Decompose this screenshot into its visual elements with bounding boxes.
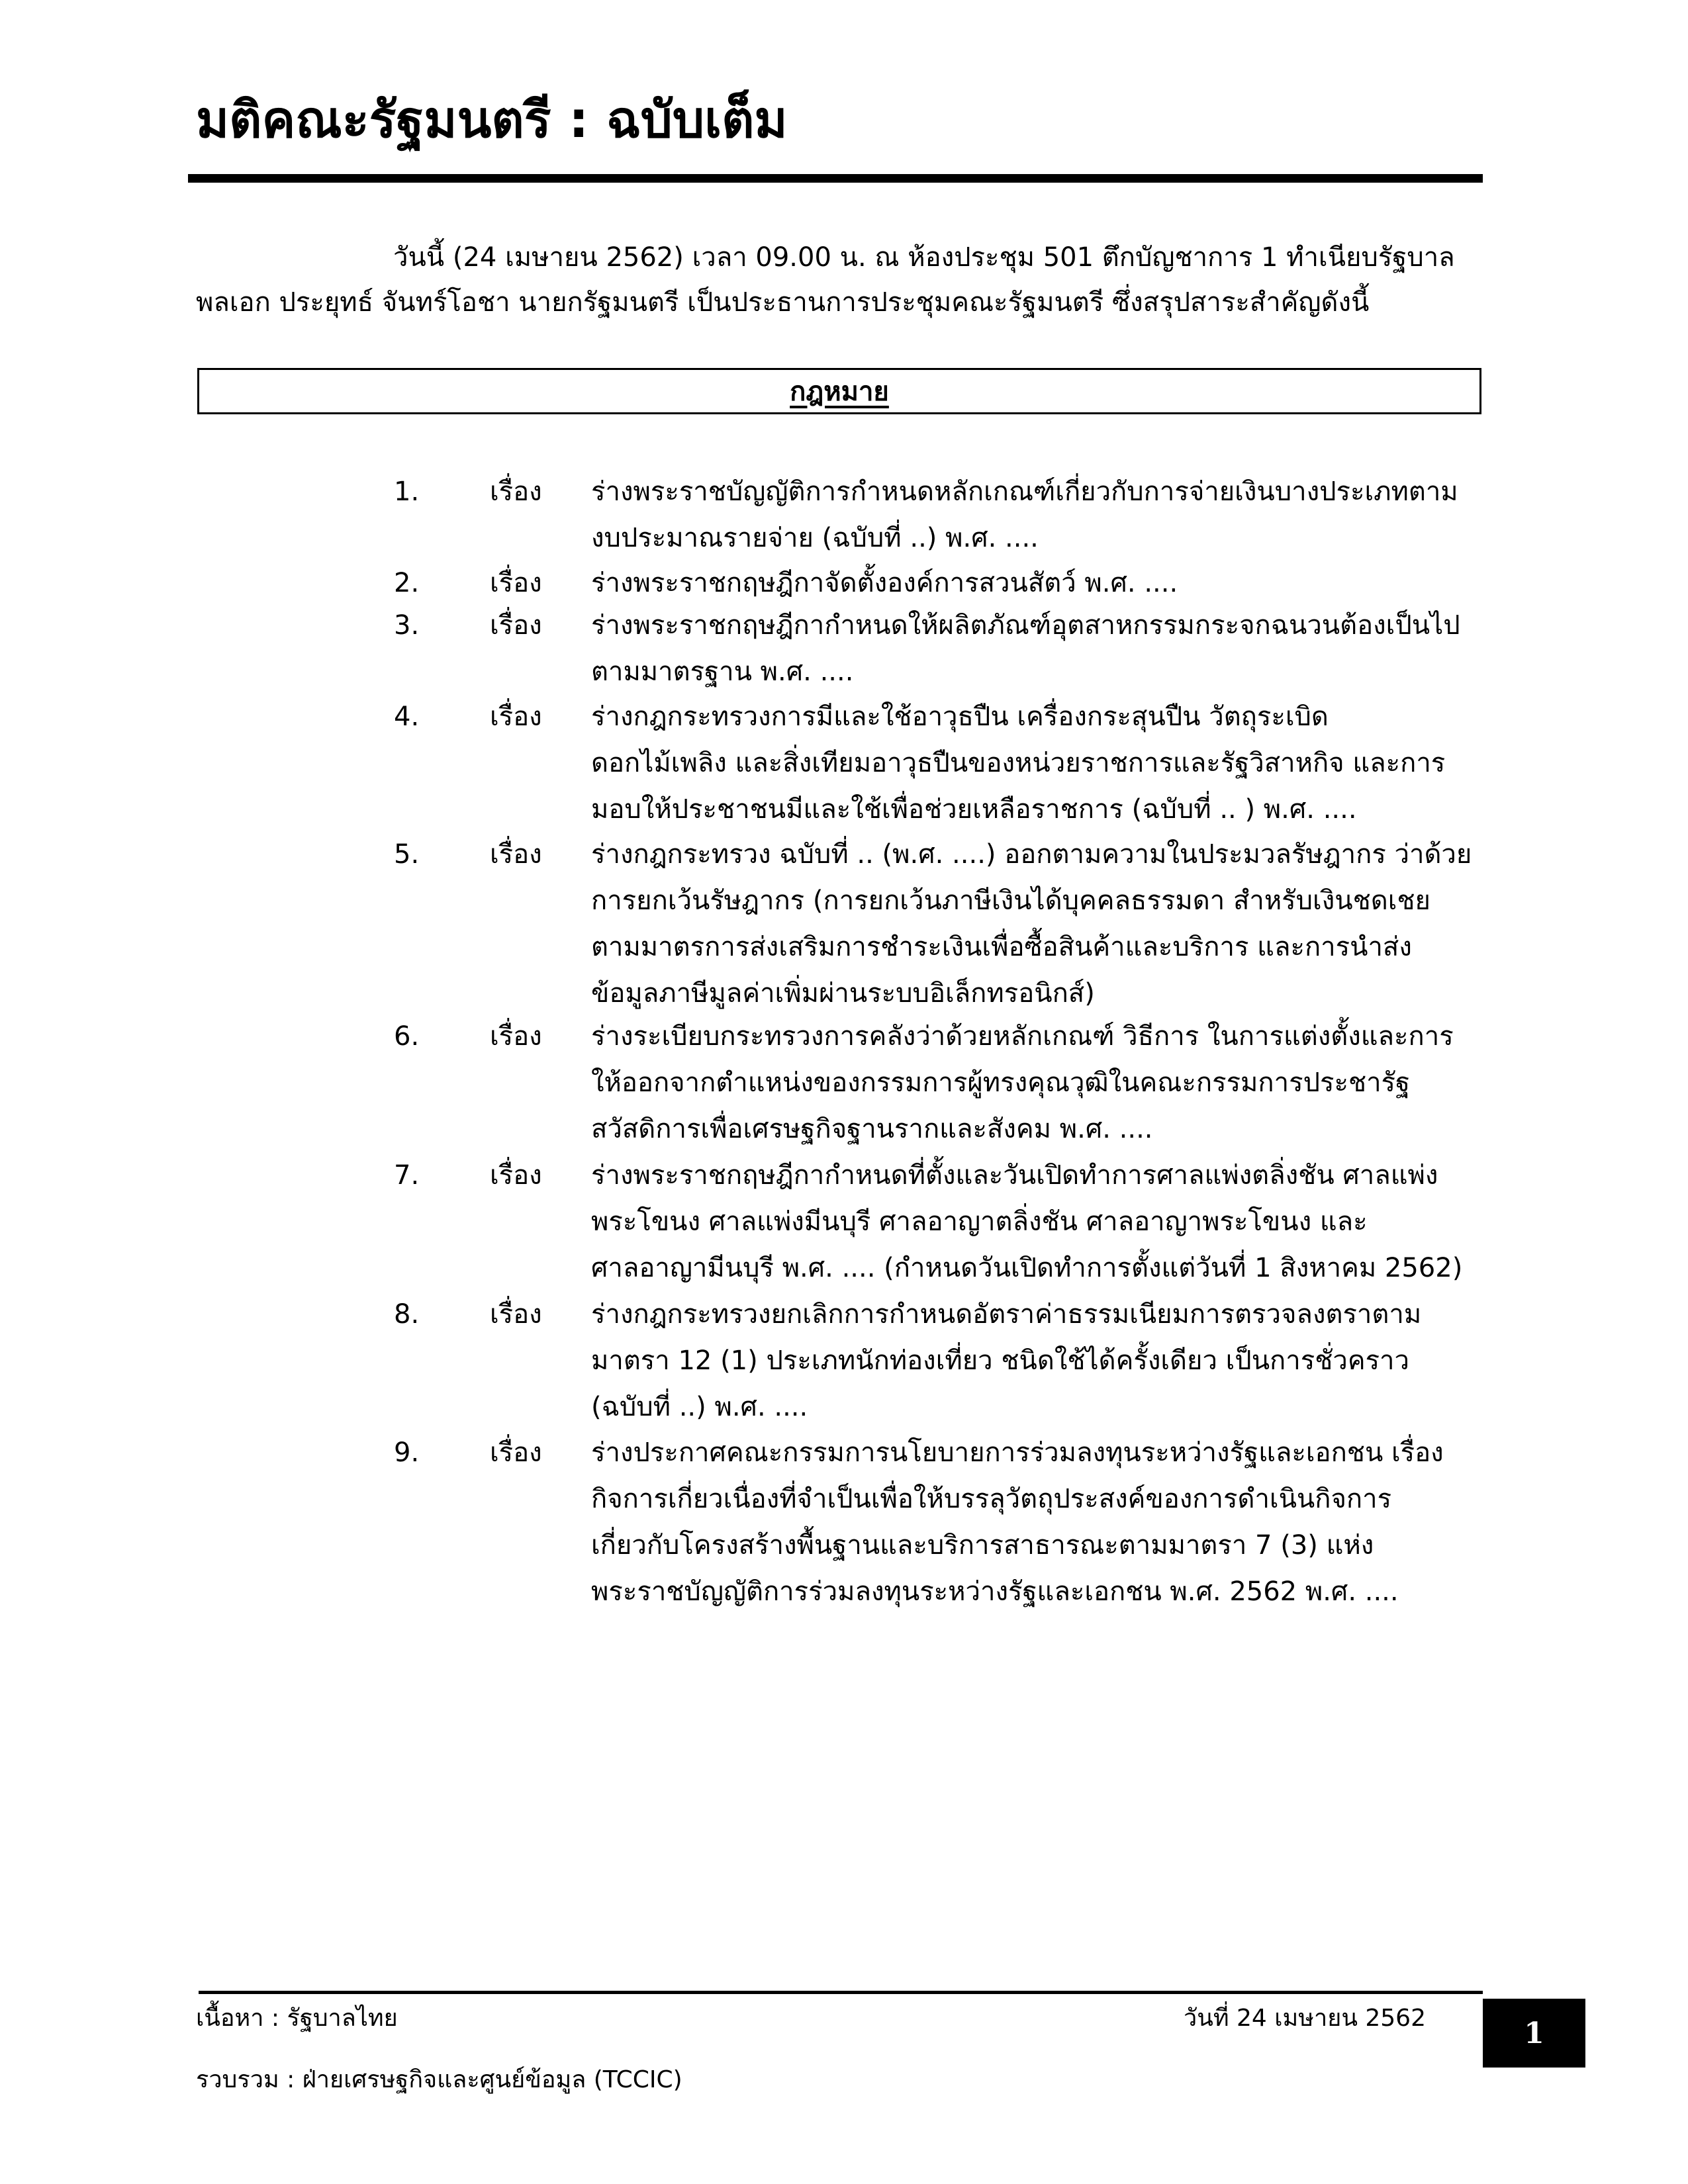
item-subject-label: เรื่อง xyxy=(490,839,542,870)
item-line: ให้ออกจากตำแหน่งของกรรมการผู้ทรงคุณวุฒิในคณะกรรมการประชารัฐ xyxy=(591,1068,1411,1098)
item-line: กิจการเกี่ยวเนื่องที่จำเป็นเพื่อให้บรรลุวัตถุประสงค์ของการดำเนินกิจการ xyxy=(591,1484,1392,1514)
item-line: (ฉบับที่ ..) พ.ศ. .... xyxy=(591,1392,808,1422)
item-line: ร่างพระราชกฤษฎีกากำหนดให้ผลิตภัณฑ์อุตสาหกรรมกระจกฉนวนต้องเป็นไป xyxy=(591,610,1460,641)
item-line: ร่างพระราชกฤษฎีกาจัดตั้งองค์การสวนสัตว์ พ.ศ. .... xyxy=(591,568,1178,598)
item-text xyxy=(591,1430,1481,1615)
item-line: มาตรา 12 (1) ประเภทนักท่องเที่ยว ชนิดใช้ได้ครั้งเดียว เป็นการชั่วคราว xyxy=(591,1345,1409,1376)
item-subject-label: เรื่อง xyxy=(490,477,542,507)
item-text xyxy=(591,602,1481,695)
item-number: 3. xyxy=(394,610,420,641)
item-number: 8. xyxy=(394,1299,420,1330)
item-text xyxy=(591,1013,1481,1152)
section-heading-box xyxy=(197,368,1481,414)
item-line: มอบให้ประชาชนมีและใช้เพื่อช่วยเหลือราชการ (ฉบับที่ .. ) พ.ศ. .... xyxy=(591,794,1357,825)
item-subject-label: เรื่อง xyxy=(490,568,542,598)
item-line: ร่างกฎกระทรวงการมีและใช้อาวุธปืน เครื่องกระสุนปืน วัตถุระเบิด xyxy=(591,702,1329,732)
item-line: การยกเว้นรัษฎากร (การยกเว้นภาษีเงินได้บุคคลธรรมดา สำหรับเงินชดเชย xyxy=(591,886,1430,916)
item-subject-label: เรื่อง xyxy=(490,702,542,732)
item-line: ร่างระเบียบกระทรวงการคลังว่าด้วยหลักเกณฑ์ วิธีการ ในการแต่งตั้งและการ xyxy=(591,1021,1454,1052)
intro-paragraph xyxy=(196,235,1481,325)
item-subject-label: เรื่อง xyxy=(490,1160,542,1191)
footer-compiled-by: รวบรวม : ฝ่ายเศรษฐกิจและศูนย์ข้อมูล (TCCIC) xyxy=(196,2066,682,2093)
item-line: ร่างพระราชกฤษฎีกากำหนดที่ตั้งและวันเปิดทำการศาลแพ่งตลิ่งชัน ศาลแพ่ง xyxy=(591,1160,1438,1191)
item-line: สวัสดิการเพื่อเศรษฐกิจฐานรากและสังคม พ.ศ. .... xyxy=(591,1114,1153,1144)
item-text xyxy=(591,694,1481,833)
item-subject-label: เรื่อง xyxy=(490,1021,542,1052)
item-number: 5. xyxy=(394,839,420,870)
item-line: ร่างประกาศคณะกรรมการนโยบายการร่วมลงทุนระหว่างรัฐและเอกชน เรื่อง xyxy=(591,1437,1444,1468)
item-line: ตามมาตรการส่งเสริมการชำระเงินเพื่อซื้อสินค้าและบริการ และการนำส่ง xyxy=(591,932,1412,962)
item-number: 9. xyxy=(394,1437,420,1468)
intro-line-2: พลเอก ประยุทธ์ จันทร์โอชา นายกรัฐมนตรี เป็นประธานการประชุมคณะรัฐมนตรี ซึ่งสรุปสาระสำคัญดังนี้ xyxy=(196,287,1370,318)
footer-divider xyxy=(199,1991,1483,1994)
item-text xyxy=(591,469,1481,561)
item-subject-label: เรื่อง xyxy=(490,1437,542,1468)
item-line: ศาลอาญามีนบุรี พ.ศ. .... (กำหนดวันเปิดทำการตั้งแต่วันที่ 1 สิงหาคม 2562) xyxy=(591,1253,1463,1283)
item-number: 1. xyxy=(394,477,420,507)
item-subject-label: เรื่อง xyxy=(490,610,542,641)
item-line: พระราชบัญญัติการร่วมลงทุนระหว่างรัฐและเอกชน พ.ศ. 2562 พ.ศ. .... xyxy=(591,1576,1399,1607)
item-number: 4. xyxy=(394,702,420,732)
item-subject-label: เรื่อง xyxy=(490,1299,542,1330)
title-divider xyxy=(188,174,1483,183)
item-text xyxy=(591,831,1481,1017)
item-number: 2. xyxy=(394,568,420,598)
item-text xyxy=(591,1152,1481,1291)
item-line: ร่างกฎกระทรวงยกเลิกการกำหนดอัตราค่าธรรมเนียมการตรวจลงตราตาม xyxy=(591,1299,1422,1330)
item-line: พระโขนง ศาลแพ่งมีนบุรี ศาลอาญาตลิ่งชัน ศาลอาญาพระโขนง และ xyxy=(591,1206,1368,1237)
page-number-badge xyxy=(1483,1999,1585,2068)
intro-line-1: วันนี้ (24 เมษายน 2562) เวลา 09.00 น. ณ ห้องประชุม 501 ตึกบัญชาการ 1 ทำเนียบรัฐบาล xyxy=(393,242,1455,273)
item-line: ดอกไม้เพลิง และสิ่งเทียมอาวุธปืนของหน่วยราชการและรัฐวิสาหกิจ และการ xyxy=(591,748,1446,778)
item-number: 6. xyxy=(394,1021,420,1052)
item-line: ข้อมูลภาษีมูลค่าเพิ่มผ่านระบบอิเล็กทรอนิกส์) xyxy=(591,978,1095,1009)
item-line: งบประมาณรายจ่าย (ฉบับที่ ..) พ.ศ. .... xyxy=(591,523,1039,553)
item-line: ร่างกฎกระทรวง ฉบับที่ .. (พ.ศ. ....) ออกตามความในประมวลรัษฎากร ว่าด้วย xyxy=(591,839,1472,870)
item-line: เกี่ยวกับโครงสร้างพื้นฐานและบริการสาธารณะตามมาตรา 7 (3) แห่ง xyxy=(591,1530,1374,1561)
section-heading: กฎหมาย xyxy=(790,377,889,407)
page-title: มติคณะรัฐมนตรี : ฉบับเต็ม xyxy=(196,90,788,149)
item-text xyxy=(591,1291,1481,1430)
footer-date: วันที่ 24 เมษายน 2562 xyxy=(1184,2005,1426,2032)
item-line: ตามมาตรฐาน พ.ศ. .... xyxy=(591,657,854,687)
item-number: 7. xyxy=(394,1160,420,1191)
item-line: ร่างพระราชบัญญัติการกำหนดหลักเกณฑ์เกี่ยวกับการจ่ายเงินบางประเภทตาม xyxy=(591,477,1458,507)
footer-content-source: เนื้อหา : รัฐบาลไทย xyxy=(196,2005,398,2032)
item-text xyxy=(591,560,1481,606)
page-number: 1 xyxy=(1524,2016,1544,2050)
